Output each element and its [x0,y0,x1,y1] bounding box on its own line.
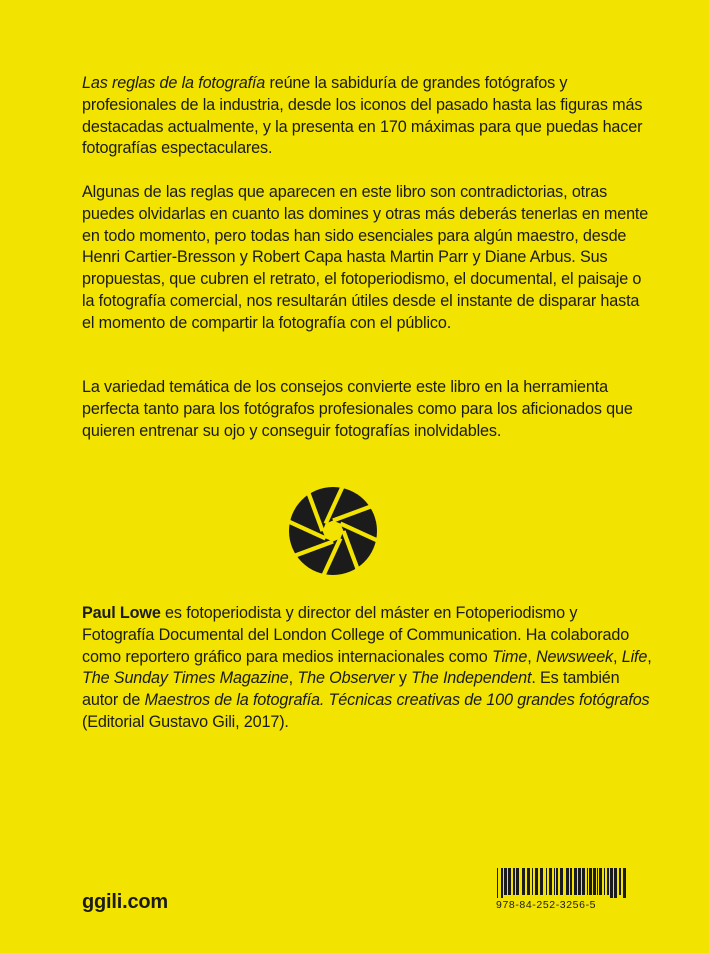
bio-run: The Sunday Times Magazine [82,669,289,688]
description-text: Algunas de las reglas que aparecen en este libro son contradictorias, otras puedes olvidarlas en cuanto las domines y otras más deberás tenerlas en mente en todo momento, pero todas han sido esenciales para algún maestro, desde Henri Cartier-Bresson y Robert Capa hasta Martin Parr y Diane Arbus. Sus propuestas, que cubren el retrato, el fotoperiodismo, el documental, el paisaje o la fotografía comercial, nos resultarán útiles desde el instante de disparar hasta el momento de compartir la fotografía con el público. [82,183,649,332]
bio-run: The Observer [297,669,395,688]
bio-run: Paul Lowe [82,604,161,622]
paragraph1-run: Las reglas de la fotografía [82,74,266,92]
bio-run: , [647,647,652,666]
paragraph1-run: reúne la sabiduría de grandes fotógrafos y profesionales de la industria, desde los iconos del pasado hasta las figuras más destacadas actualmente, y la presenta en 170 máximas para que puedas hacer fotografías espectaculares. [82,74,643,158]
description-paragraph [82,182,652,335]
bio-run: , [288,669,298,688]
bio-run: Time [492,647,528,666]
closing-paragraph [82,377,652,442]
bio-run: y [394,669,412,688]
bio-run: . Es también autor de [82,669,620,710]
bio-run: , [527,647,536,666]
camera-aperture-icon [289,487,377,575]
publisher-website: ggili.com [82,891,168,913]
author-bio [82,603,652,734]
bio-run: (Editorial Gustavo Gili, 2017). [82,712,289,731]
intro-text [82,73,652,160]
bio-run: Life [621,647,648,666]
bio-run: Maestros de la fotografía. Técnicas creativas de 100 grandes fotógrafos [144,691,650,710]
bio-run: Newsweek [535,647,614,666]
bio-run: , [613,647,622,666]
author-bio-text [82,603,652,734]
intro-paragraph [82,73,652,160]
isbn-number: 978-84-252-3256-5 [496,899,597,911]
bio-run: es fotoperiodista y director del máster en Fotoperiodismo y Fotografía Documental del London College of Communication. Ha colaborado como reportero gráfico para medios internacionales como [82,604,630,666]
barcode-bars [494,868,630,898]
closing-text: La variedad temática de los consejos convierte este libro en la herramienta perfecta tanto para los fotógrafos profesionales como para los aficionados que quieren entrenar su ojo y conseguir fotografías inolvidables. [82,378,633,440]
bio-run: The Independent [411,669,532,688]
isbn-barcode [494,868,630,911]
